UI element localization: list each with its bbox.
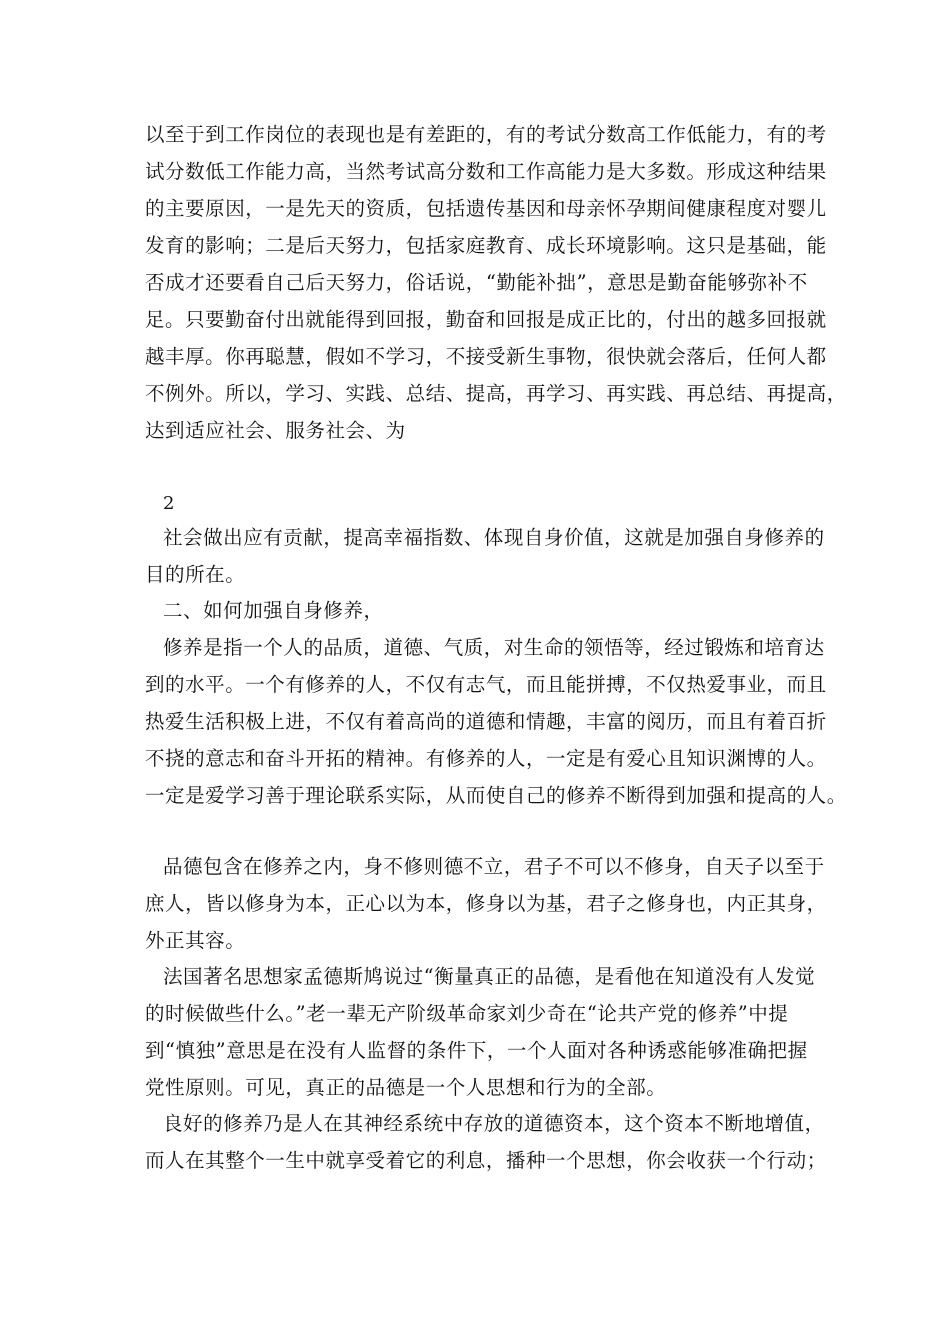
text-line: 发育的影响；二是后天努力，包括家庭教育、成长环境影响。这只是基础，能 — [145, 234, 827, 257]
text-line: 社会做出应有贡献，提高幸福指数、体现自身价值，这就是加强自身修养的 — [163, 526, 825, 549]
section-heading: 二、如何加强自身修养， — [163, 599, 384, 622]
text-line: 一定是爱学习善于理论联系实际，从而使自己的修养不断得到加强和提高的人。 — [145, 784, 847, 807]
text-line: 达到适应社会、服务社会、为 — [145, 419, 406, 442]
text-line: 目的所在。 — [145, 563, 246, 586]
page-number: 2 — [163, 493, 176, 514]
text-line: 的主要原因，一是先天的资质，包括遗传基因和母亲怀孕期间健康程度对婴儿 — [145, 197, 827, 220]
text-line: 外正其容。 — [145, 929, 246, 952]
text-line: 修养是指一个人的品质，道德、气质，对生命的领悟等，经过锻炼和培育达 — [163, 636, 825, 659]
text-line: 试分数低工作能力高，当然考试高分数和工作高能力是大多数。形成这种结果 — [145, 160, 827, 183]
text-line: 品德包含在修养之内，身不修则德不立，君子不可以不修身，自天子以至于 — [163, 855, 825, 878]
text-line: 越丰厚。你再聪慧，假如不学习，不接受新生事物，很快就会落后，任何人都 — [145, 345, 827, 368]
text-line: 法国著名思想家孟德斯鸠说过“衡量真正的品德，是看他在知道没有人发觉 — [163, 965, 816, 988]
text-line: 庶人，皆以修身为本，正心以为本，修身以为基，君子之修身也，内正其身， — [145, 892, 827, 915]
text-line: 到“慎独”意思是在没有人监督的条件下，一个人面对各种诱惑能够准确把握 — [145, 1039, 808, 1062]
text-line: 不例外。所以，学习、实践、总结、提高，再学习、再实践、再总结、再提高， — [145, 382, 847, 405]
text-line: 以至于到工作岗位的表现也是有差距的，有的考试分数高工作低能力，有的考 — [145, 123, 827, 146]
text-line: 足。只要勤奋付出就能得到回报，勤奋和回报是成正比的，付出的越多回报就 — [145, 308, 827, 331]
text-line: 良好的修养乃是人在其神经系统中存放的道德资本，这个资本不断地增值， — [163, 1112, 825, 1135]
text-line: 不挠的意志和奋斗开拓的精神。有修养的人，一定是有爱心且知识渊博的人。 — [145, 747, 827, 770]
text-line: 党性原则。可见，真正的品德是一个人思想和行为的全部。 — [145, 1076, 667, 1099]
text-line: 否成才还要看自己后天努力，俗话说，“勤能补拙”，意思是勤奋能够弥补不 — [145, 271, 808, 294]
text-line: 到的水平。一个有修养的人，不仅有志气，而且能拼搏，不仅热爱事业，而且 — [145, 673, 827, 696]
text-line: 热爱生活积极上进，不仅有着高尚的道德和情趣，丰富的阅历，而且有着百折 — [145, 710, 827, 733]
text-line: 的时候做些什么。”老一辈无产阶级革命家刘少奇在“论共产党的修养”中提 — [145, 1002, 789, 1025]
text-line: 而人在其整个一生中就享受着它的利息，播种一个思想，你会收获一个行动； — [145, 1149, 827, 1172]
